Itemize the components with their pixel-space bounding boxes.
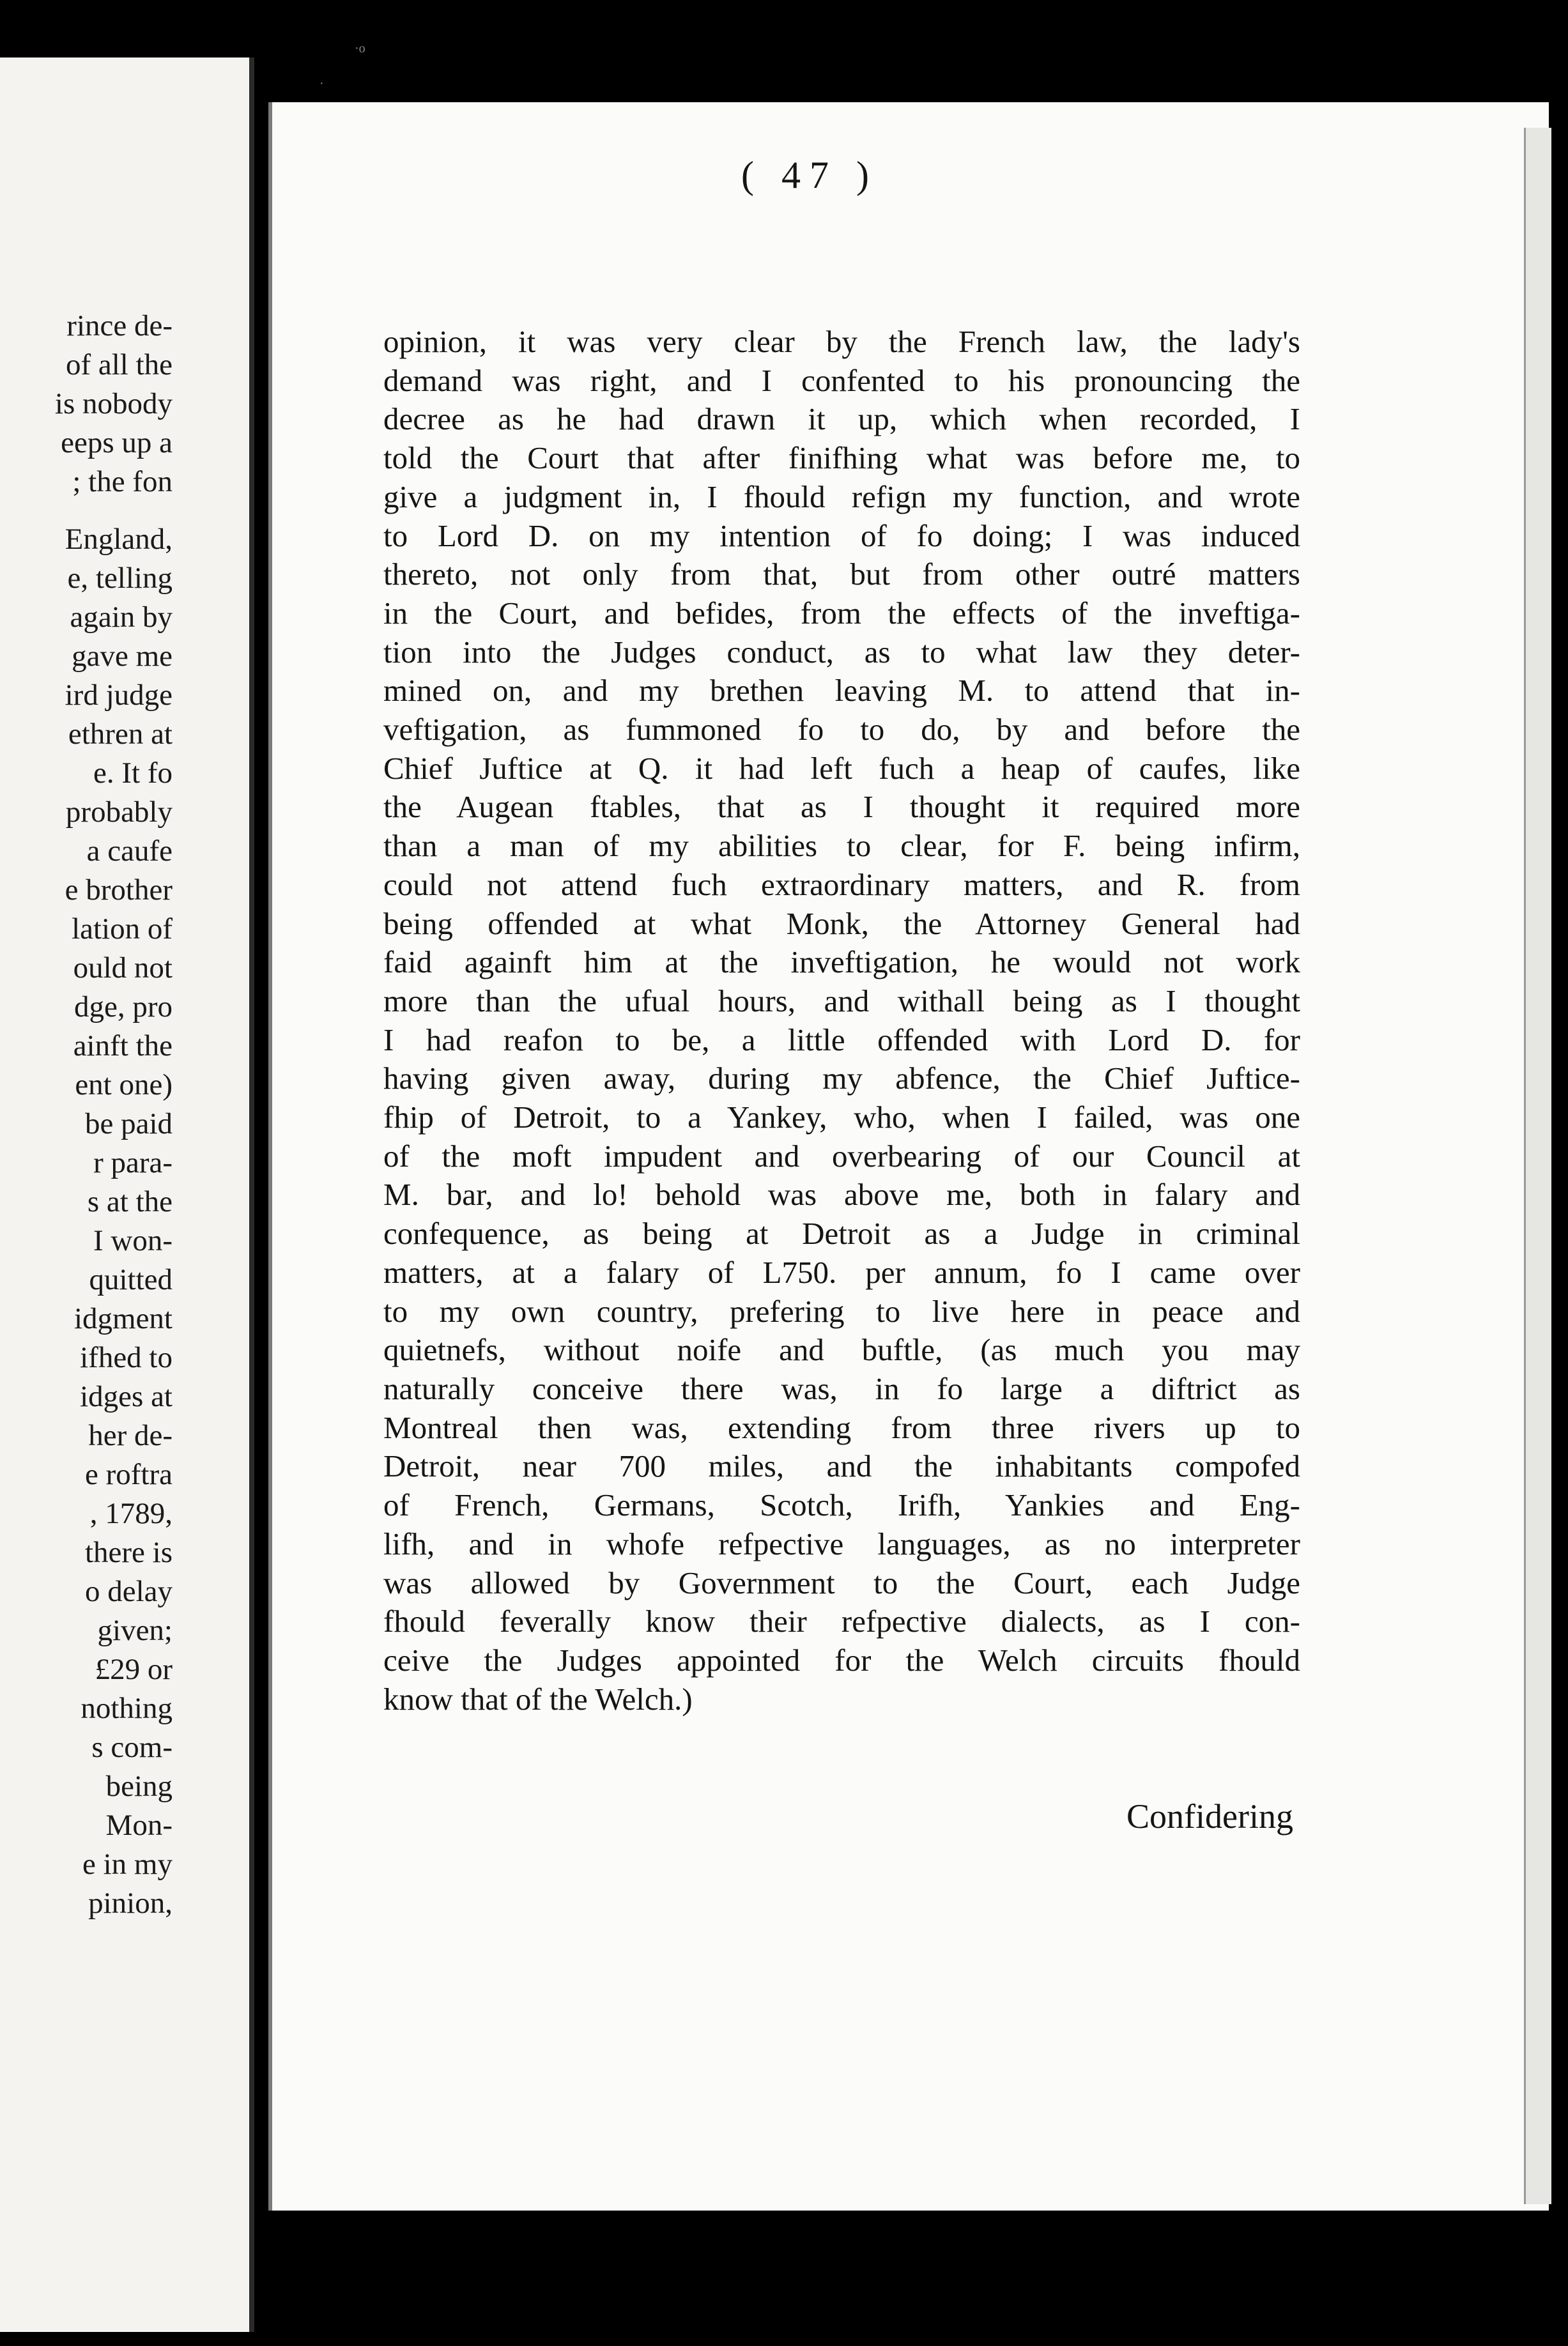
previous-page-text bbox=[55, 307, 173, 1923]
previous-page-line: ainft the bbox=[73, 1029, 173, 1062]
text-line: quietnefs, without noife and buftle, (as much you may bbox=[383, 1332, 1300, 1368]
text-line: in the Court, and befides, from the effects of the inveftiga- bbox=[383, 595, 1300, 631]
text-line: confequence, as being at Detroit as a Judge in criminal bbox=[383, 1216, 1300, 1252]
text-line: veftigation, as fummoned fo to do, by and before the bbox=[383, 712, 1300, 747]
previous-page-line: probably bbox=[65, 795, 173, 829]
text-line: decree as he had drawn it up, which when recorded, I bbox=[383, 401, 1300, 437]
previous-page-line: , 1789, bbox=[89, 1497, 173, 1530]
previous-page-line: e brother bbox=[65, 873, 173, 907]
text-line: ceive the Judges appointed for the Welch circuits fhould bbox=[383, 1642, 1300, 1678]
text-line: than a man of my abilities to clear, for F. being infirm, bbox=[383, 828, 1300, 864]
previous-page-line: quitted bbox=[89, 1263, 173, 1296]
previous-page-line: England, bbox=[65, 523, 173, 556]
scan-mark: · bbox=[319, 77, 324, 91]
previous-page-line: again by bbox=[70, 601, 173, 634]
body-text bbox=[383, 323, 1300, 1719]
previous-page-line: Mon- bbox=[105, 1809, 173, 1842]
text-line: thereto, not only from that, but from other outré matters bbox=[383, 556, 1300, 592]
text-line: fhip of Detroit, to a Yankey, who, when I failed, was one bbox=[383, 1100, 1300, 1135]
previous-page-line: s com- bbox=[91, 1731, 173, 1764]
previous-page-line: e. It fo bbox=[93, 756, 173, 790]
previous-page-line: there is bbox=[84, 1536, 173, 1569]
text-line: fhould feverally know their refpective dialects, as I con- bbox=[383, 1604, 1300, 1639]
previous-page-line: ould not bbox=[73, 951, 173, 985]
previous-page-line: eeps up a bbox=[61, 426, 173, 459]
text-line: the Augean ftables, that as I thought it required more bbox=[383, 789, 1300, 825]
previous-page-line: e in my bbox=[82, 1848, 173, 1881]
previous-page-line: ; the fon bbox=[72, 465, 173, 498]
previous-page-line: be paid bbox=[84, 1107, 173, 1140]
text-line: know that of the Welch.) bbox=[383, 1681, 693, 1717]
previous-page-line: r para- bbox=[93, 1146, 173, 1179]
previous-page-line: idgment bbox=[73, 1302, 173, 1335]
previous-page-line: given; bbox=[97, 1614, 173, 1647]
previous-page-line: I won- bbox=[93, 1224, 173, 1257]
text-line: Detroit, near 700 miles, and the inhabitants compofed bbox=[383, 1448, 1300, 1484]
page-edge bbox=[1524, 128, 1551, 2204]
previous-page-line: her de- bbox=[88, 1419, 173, 1452]
text-line: told the Court that after finifhing what was before me, to bbox=[383, 440, 1300, 476]
previous-page-line: ent one) bbox=[75, 1068, 173, 1101]
previous-page-line: dge, pro bbox=[73, 990, 173, 1023]
page-number: ( 47 ) bbox=[741, 154, 878, 196]
catchword: Confidering bbox=[1126, 1797, 1293, 1836]
text-line: of the moft impudent and overbearing of our Council at bbox=[383, 1138, 1300, 1174]
previous-page-line: lation of bbox=[72, 912, 173, 946]
previous-page-line: pinion, bbox=[88, 1887, 173, 1920]
text-line: faid againft him at the inveftigation, he would not work bbox=[383, 944, 1300, 980]
previous-page-line: is nobody bbox=[54, 387, 173, 420]
previous-page-line: nothing bbox=[81, 1692, 173, 1725]
text-line: Montreal then was, extending from three rivers up to bbox=[383, 1409, 1300, 1445]
previous-page bbox=[0, 57, 254, 2332]
previous-page-line: £29 or bbox=[95, 1653, 173, 1686]
text-line: demand was right, and I confented to his pronouncing the bbox=[383, 362, 1300, 398]
text-line: to my own country, prefering to live here in peace and bbox=[383, 1293, 1300, 1329]
text-line: M. bar, and lo! behold was above me, both in falary and bbox=[383, 1177, 1300, 1213]
text-line: Chief Juftice at Q. it had left fuch a heap of caufes, like bbox=[383, 750, 1300, 786]
previous-page-line: e roftra bbox=[85, 1458, 173, 1491]
text-line: being offended at what Monk, the Attorney General had bbox=[383, 905, 1300, 941]
text-line: could not attend fuch extraordinary matters, and R. from bbox=[383, 866, 1300, 902]
previous-page-line: s at the bbox=[87, 1185, 173, 1218]
text-line: opinion, it was very clear by the French law, the lady's bbox=[383, 324, 1300, 359]
text-line: more than the ufual hours, and withall being as I thought bbox=[383, 983, 1300, 1018]
previous-page-line: being bbox=[105, 1770, 173, 1803]
text-line: give a judgment in, I fhould refign my function, and wrote bbox=[383, 479, 1300, 514]
text-line: I had reafon to be, a little offended with Lord D. for bbox=[383, 1022, 1300, 1057]
previous-page-line: ethren at bbox=[68, 717, 173, 751]
previous-page-line: rince de- bbox=[66, 309, 173, 342]
previous-page-line: of all the bbox=[65, 348, 173, 381]
previous-page-line: o delay bbox=[84, 1575, 173, 1608]
text-line: tion into the Judges conduct, as to what law they deter- bbox=[383, 634, 1300, 670]
previous-page-line: ird judge bbox=[65, 678, 173, 712]
text-line: matters, at a falary of L750. per annum, fo I came over bbox=[383, 1254, 1300, 1290]
text-line: to Lord D. on my intention of fo doing; I was induced bbox=[383, 518, 1300, 553]
text-line: of French, Germans, Scotch, Irifh, Yankies and Eng- bbox=[383, 1487, 1300, 1523]
text-line: lifh, and in whofe refpective languages, as no interpreter bbox=[383, 1526, 1300, 1561]
previous-page-line: a caufe bbox=[86, 834, 173, 868]
text-line: was allowed by Government to the Court, each Judge bbox=[383, 1565, 1300, 1600]
scan-mark: ·o bbox=[355, 42, 365, 56]
previous-page-line: ifhed to bbox=[80, 1341, 173, 1374]
text-line: having given away, during my abfence, the Chief Juftice- bbox=[383, 1061, 1300, 1096]
previous-page-line: e, telling bbox=[67, 562, 173, 595]
text-line: mined on, and my brethen leaving M. to attend that in- bbox=[383, 673, 1300, 709]
previous-page-line: gave me bbox=[72, 640, 173, 673]
previous-page-line: idges at bbox=[80, 1380, 173, 1413]
text-line: naturally conceive there was, in fo large a diftrict as bbox=[383, 1370, 1300, 1406]
